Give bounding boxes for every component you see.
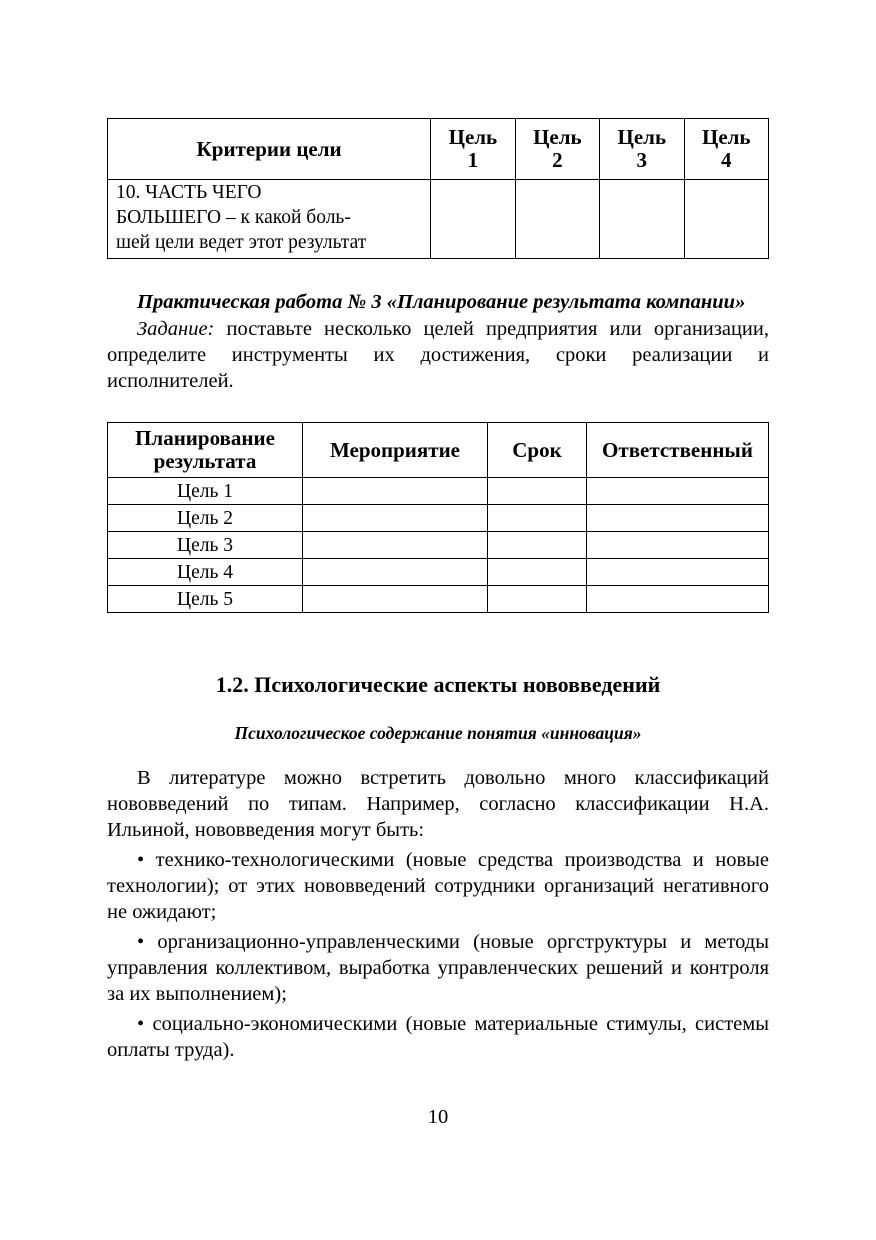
empty-cell [303, 559, 488, 586]
goal-4-header: Цель 4 [684, 119, 768, 180]
empty-cell [431, 180, 515, 259]
page-content [107, 118, 769, 1067]
body-text [107, 765, 769, 1063]
list-item: • организационно-управленческими (новые оргструктуры и методы управления коллективом, выработка управленческих решений и контроля за их выполнением); [107, 931, 769, 1005]
goal-1-header: Цель 1 [431, 119, 515, 180]
goal-2-header: Цель 2 [515, 119, 599, 180]
empty-cell [600, 180, 684, 259]
goal-cell: Цель 4 [108, 559, 303, 586]
empty-cell [587, 586, 769, 613]
criteria-cell: 10. ЧАСТЬ ЧЕГО БОЛЬШЕГО – к какой боль- шей цели ведет этот результат [108, 180, 431, 259]
practical-work-title: Практическая работа № 3 «Планирование результата компании» [137, 291, 746, 313]
task-text: поставьте несколько целей предприятия или организации, определите инструменты их достижения, сроки реализации и исполнителей. [107, 318, 769, 392]
table-row [108, 532, 769, 559]
empty-cell [303, 478, 488, 505]
goal-cell: Цель 1 [108, 478, 303, 505]
table-row [108, 180, 769, 259]
goal-cell: Цель 2 [108, 505, 303, 532]
empty-cell [515, 180, 599, 259]
empty-cell [587, 532, 769, 559]
empty-cell [488, 478, 587, 505]
event-header: Мероприятие [303, 423, 488, 478]
deadline-header: Срок [488, 423, 587, 478]
table-row [108, 586, 769, 613]
table-row [108, 505, 769, 532]
page-number: 10 [427, 1106, 449, 1128]
table-row [108, 559, 769, 586]
task-label: Задание: [137, 318, 215, 340]
section-title: 1.2. Психологические аспекты нововведений [215, 672, 661, 697]
empty-cell [488, 586, 587, 613]
table-header-row [108, 119, 769, 180]
planning-header: Планирование результата [108, 423, 303, 478]
empty-cell [488, 505, 587, 532]
empty-cell [488, 532, 587, 559]
table-header-row [108, 423, 769, 478]
empty-cell [587, 505, 769, 532]
goal-cell: Цель 5 [108, 586, 303, 613]
goal-cell: Цель 3 [108, 532, 303, 559]
empty-cell [303, 532, 488, 559]
empty-cell [684, 180, 768, 259]
task-paragraph [107, 316, 769, 394]
empty-cell [587, 559, 769, 586]
empty-cell [488, 559, 587, 586]
subsection-title: Психологическое содержание понятия «инновация» [234, 723, 642, 743]
goal-criteria-table [107, 118, 769, 259]
empty-cell [587, 478, 769, 505]
empty-cell [303, 505, 488, 532]
empty-cell [303, 586, 488, 613]
result-planning-table [107, 422, 769, 613]
table-row [108, 478, 769, 505]
criteria-header: Критерии цели [108, 119, 431, 180]
goal-3-header: Цель 3 [600, 119, 684, 180]
list-item: • технико-технологическими (новые средства производства и новые технологии); от этих нововведений сотрудники организаций негативного не ожидают; [107, 849, 769, 923]
paragraph: В литературе можно встретить довольно много классификаций нововведений по типам. Например, согласно классификации Н.А. Ильиной, нововведения могут быть: [107, 767, 769, 841]
list-item: • социально-экономическими (новые материальные стимулы, системы оплаты труда). [107, 1013, 769, 1061]
responsible-header: Ответственный [587, 423, 769, 478]
